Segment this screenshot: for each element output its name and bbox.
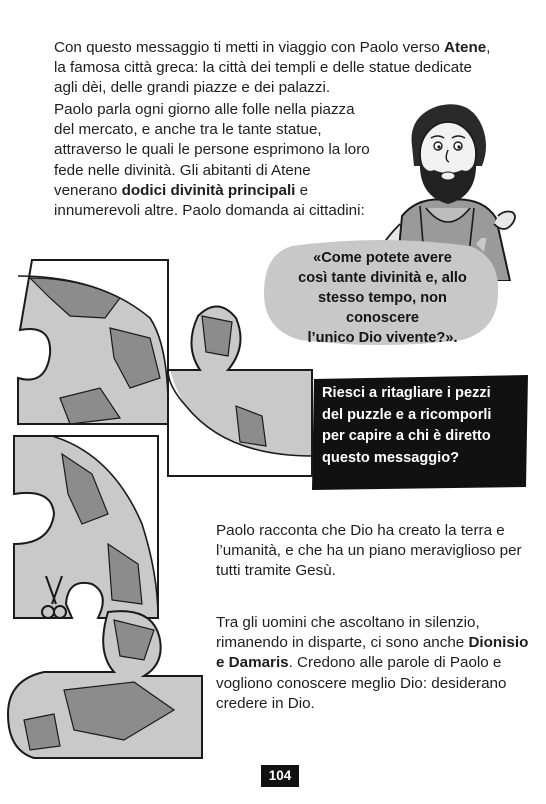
puzzle-piece: [166, 296, 314, 478]
puzzle-piece: [4, 610, 204, 760]
creation-paragraph: Paolo racconta che Dio ha creato la terra e l’umanità, e che ha un piano meraviglioso per tutti tramite Gesù.: [216, 522, 522, 580]
athens-paragraph: Paolo parla ogni giorno alle folle nella piazza del mercato, e anche tra le tante statue, attraverso le quali le persone esprimono la loro fede nelle divinità. Gli abitanti di Atene venerano dodici divinità principali e innumerevoli altre. Paolo domanda ai cittadini:: [54, 101, 370, 220]
dionisio-paragraph: Tra gli uomini che ascoltano in silenzio, rimanendo in disparte, ci sono anche Dionisio e Damaris. Credono alle parole di Paolo e vogliono conoscere meglio Dio: desiderano credere in Dio.: [216, 614, 529, 712]
puzzle-piece: [12, 434, 162, 620]
speech-bubble-text: «Come potete avere così tante divinità e, allo stesso tempo, non conoscere l’unico Dio vivente?».: [298, 250, 467, 346]
puzzle-instruction-text: Riesci a ritagliare i pezzi del puzzle e a ricomporli per capire a chi è diretto questo messaggio?: [322, 385, 492, 466]
puzzle-piece: [10, 258, 170, 426]
intro-paragraph: Con questo messaggio ti metti in viaggio con Paolo verso Atene, la famosa città greca: la città dei templi e delle statue dedicate agli dèi, delle grandi piazze e dei palazzi.: [54, 39, 491, 97]
page-number: 104: [261, 765, 299, 787]
